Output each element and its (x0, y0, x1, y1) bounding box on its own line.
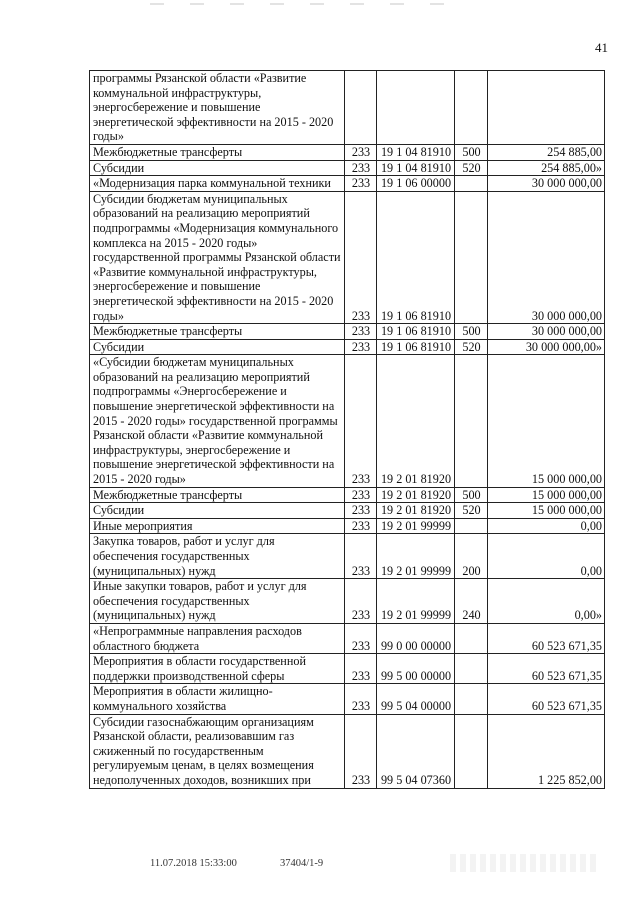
row-csr-cell: 19 2 01 81920 (377, 503, 455, 519)
table-row (90, 339, 605, 355)
row-name-cell: «Субсидии бюджетам муниципальных образований на реализацию мероприятий подпрограммы «Энергосбережение и повышение энергетической эффективности на 2015 - 2020 годы» государственной программы Рязанской области «Развитие коммунальной инфраструктуры, энергосбережение и повышение энергетической эффективности на 2015 - 2020 годы» (90, 355, 345, 487)
row-csr-cell: 99 5 04 00000 (377, 684, 455, 714)
row-name-cell: Мероприятия в области жилищно-коммунального хозяйства (90, 684, 345, 714)
table-row (90, 654, 605, 684)
row-vr-cell (455, 684, 488, 714)
row-sum-cell: 0,00 (488, 518, 605, 534)
row-csr-cell: 99 5 04 07360 (377, 714, 455, 788)
row-code-cell: 233 (345, 518, 377, 534)
row-sum-cell: 0,00 (488, 534, 605, 579)
scan-noise (150, 3, 470, 5)
footer-doc-number: 37404/1-9 (280, 858, 324, 869)
row-vr-cell (455, 518, 488, 534)
row-vr-cell (455, 714, 488, 788)
row-vr-cell: 240 (455, 579, 488, 624)
row-code-cell: 233 (345, 487, 377, 503)
row-vr-cell (455, 71, 488, 145)
table-row (90, 324, 605, 340)
row-sum-cell: 254 885,00 (488, 144, 605, 160)
row-sum-cell: 30 000 000,00» (488, 339, 605, 355)
row-csr-cell: 19 1 06 81910 (377, 324, 455, 340)
table-row (90, 714, 605, 788)
row-sum-cell: 15 000 000,00 (488, 503, 605, 519)
row-sum-cell: 30 000 000,00 (488, 176, 605, 192)
row-vr-cell: 520 (455, 503, 488, 519)
row-code-cell: 233 (345, 534, 377, 579)
row-sum-cell: 0,00» (488, 579, 605, 624)
table-row (90, 144, 605, 160)
row-code-cell: 233 (345, 144, 377, 160)
row-vr-cell (455, 176, 488, 192)
row-vr-cell: 200 (455, 534, 488, 579)
row-name-cell: Субсидии газоснабжающим организациям Рязанской области, реализовавшим газ сжиженный по государственным регулируемым ценам, в целях возмещения недополученных доходов, возникших при (90, 714, 345, 788)
row-code-cell: 233 (345, 160, 377, 176)
row-name-cell: Субсидии бюджетам муниципальных образований на реализацию мероприятий подпрограммы «Модернизация коммунального комплекса на 2015 - 2020 годы» государственной программы Рязанской области «Развитие коммунальной инфраструктуры, энергосбережение и повышение энергетической эффективности на 2015 - 2020 годы» (90, 191, 345, 323)
row-csr-cell: 99 5 00 00000 (377, 654, 455, 684)
row-sum-cell: 1 225 852,00 (488, 714, 605, 788)
row-name-cell: программы Рязанской области «Развитие коммунальной инфраструктуры, энергосбережение и повышение энергетической эффективности на 2015 - 2020 годы» (90, 71, 345, 145)
row-vr-cell: 520 (455, 160, 488, 176)
row-code-cell: 233 (345, 654, 377, 684)
row-code-cell: 233 (345, 684, 377, 714)
table-row (90, 579, 605, 624)
budget-table-body (90, 71, 605, 789)
row-vr-cell (455, 623, 488, 653)
table-row (90, 518, 605, 534)
row-code-cell: 233 (345, 355, 377, 487)
row-csr-cell: 19 1 04 81910 (377, 144, 455, 160)
row-code-cell: 233 (345, 503, 377, 519)
row-vr-cell: 500 (455, 487, 488, 503)
row-csr-cell: 19 2 01 81920 (377, 487, 455, 503)
table-row (90, 355, 605, 487)
row-vr-cell (455, 191, 488, 323)
row-vr-cell: 520 (455, 339, 488, 355)
row-vr-cell: 500 (455, 144, 488, 160)
row-csr-cell (377, 71, 455, 145)
row-csr-cell: 19 1 06 81910 (377, 191, 455, 323)
row-vr-cell (455, 654, 488, 684)
table-row (90, 176, 605, 192)
row-csr-cell: 19 1 04 81910 (377, 160, 455, 176)
row-code-cell: 233 (345, 714, 377, 788)
row-sum-cell: 15 000 000,00 (488, 487, 605, 503)
table-row (90, 684, 605, 714)
table-row (90, 534, 605, 579)
row-name-cell: «Модернизация парка коммунальной техники (90, 176, 345, 192)
row-vr-cell: 500 (455, 324, 488, 340)
faded-stamp (450, 854, 600, 872)
row-name-cell: Субсидии (90, 503, 345, 519)
table-row (90, 503, 605, 519)
row-code-cell: 233 (345, 176, 377, 192)
row-code-cell: 233 (345, 324, 377, 340)
row-sum-cell: 60 523 671,35 (488, 623, 605, 653)
row-sum-cell (488, 71, 605, 145)
table-row (90, 160, 605, 176)
row-name-cell: Межбюджетные трансферты (90, 324, 345, 340)
row-sum-cell: 60 523 671,35 (488, 654, 605, 684)
table-row (90, 191, 605, 323)
row-csr-cell: 19 2 01 99999 (377, 518, 455, 534)
row-name-cell: «Непрограммные направления расходов областного бюджета (90, 623, 345, 653)
row-csr-cell: 19 2 01 81920 (377, 355, 455, 487)
budget-table (89, 70, 605, 789)
table-row (90, 71, 605, 145)
row-vr-cell (455, 355, 488, 487)
footer-timestamp: 11.07.2018 15:33:00 (150, 858, 237, 869)
row-csr-cell: 19 2 01 99999 (377, 534, 455, 579)
row-csr-cell: 19 2 01 99999 (377, 579, 455, 624)
row-csr-cell: 19 1 06 81910 (377, 339, 455, 355)
row-csr-cell: 99 0 00 00000 (377, 623, 455, 653)
row-name-cell: Иные закупки товаров, работ и услуг для обеспечения государственных (муниципальных) нужд (90, 579, 345, 624)
table-row (90, 623, 605, 653)
row-sum-cell: 60 523 671,35 (488, 684, 605, 714)
row-name-cell: Закупка товаров, работ и услуг для обеспечения государственных (муниципальных) нужд (90, 534, 345, 579)
row-name-cell: Мероприятия в области государственной поддержки производственной сферы (90, 654, 345, 684)
row-name-cell: Межбюджетные трансферты (90, 487, 345, 503)
row-name-cell: Иные мероприятия (90, 518, 345, 534)
row-name-cell: Субсидии (90, 339, 345, 355)
row-sum-cell: 30 000 000,00 (488, 324, 605, 340)
table-row (90, 487, 605, 503)
row-sum-cell: 30 000 000,00 (488, 191, 605, 323)
row-csr-cell: 19 1 06 00000 (377, 176, 455, 192)
row-code-cell (345, 71, 377, 145)
row-name-cell: Субсидии (90, 160, 345, 176)
page-number: 41 (595, 40, 608, 55)
row-code-cell: 233 (345, 623, 377, 653)
row-sum-cell: 254 885,00» (488, 160, 605, 176)
row-code-cell: 233 (345, 339, 377, 355)
row-code-cell: 233 (345, 191, 377, 323)
row-name-cell: Межбюджетные трансферты (90, 144, 345, 160)
row-code-cell: 233 (345, 579, 377, 624)
row-sum-cell: 15 000 000,00 (488, 355, 605, 487)
